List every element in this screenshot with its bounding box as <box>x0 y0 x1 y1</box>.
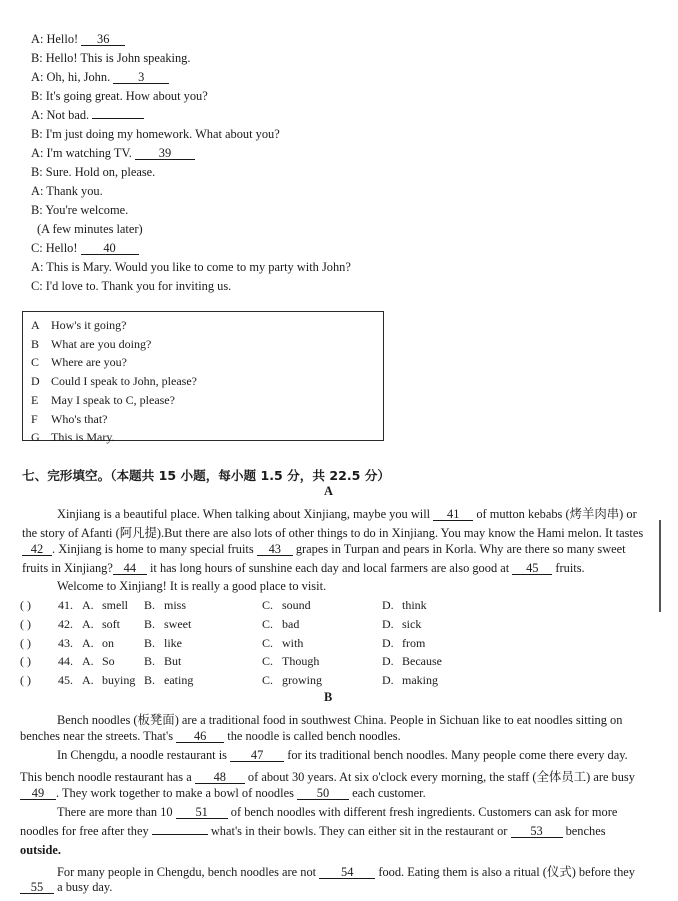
option-text: This is Mary. <box>51 430 115 445</box>
dialogue-blank[interactable]: 40 <box>81 242 139 255</box>
dialogue-text: B: Sure. Hold on, please. <box>31 165 156 179</box>
blank-55[interactable]: 55 <box>20 881 54 894</box>
option-text: May I speak to C, please? <box>51 392 175 407</box>
choice-d[interactable]: making <box>402 673 438 688</box>
dialogue-text: C: Hello! <box>31 241 81 255</box>
passage-a-text: Welcome to Xinjiang! It is really a good place to visit. <box>57 579 327 593</box>
dialogue-text: B: It's going great. How about you? <box>31 89 208 103</box>
passage-b-line <box>57 805 617 820</box>
answer-parens[interactable]: ( ) <box>20 598 31 612</box>
choice-label-b: B. <box>144 635 156 650</box>
choice-label-d: D. <box>382 616 394 631</box>
dialogue-text: A: This is Mary. Would you like to come to my party with John? <box>31 260 351 274</box>
passage-b-line <box>20 843 61 858</box>
margin-line <box>659 520 661 612</box>
passage-b-line <box>20 729 401 744</box>
choice-label-c: C. <box>262 673 274 688</box>
passage-b-line <box>20 786 426 801</box>
question-row <box>20 636 580 651</box>
choice-c[interactable]: bad <box>282 616 300 631</box>
choice-label-b: B. <box>144 598 156 612</box>
dialogue-line <box>37 222 143 236</box>
blank-41[interactable]: 41 <box>433 508 473 521</box>
choice-label-d: D. <box>382 654 394 669</box>
passage-a-line <box>22 523 643 541</box>
passage-b-text: For many people in Chengdu, bench noodles are not <box>57 865 320 879</box>
passage-b-line <box>20 767 635 785</box>
options-box <box>22 311 384 445</box>
option-item <box>31 374 197 389</box>
option-item <box>31 412 107 427</box>
section-title: 七、完形填空。（本题共 15 小题，每小题 1.5 分，共 22.5 分） <box>22 468 390 483</box>
dialogue-line <box>31 260 351 274</box>
question-number: 42. <box>58 616 73 631</box>
choice-label-b: B. <box>144 673 156 688</box>
choice-label-d: D. <box>382 635 394 650</box>
question-row <box>20 673 580 688</box>
dialogue-blank[interactable] <box>92 118 144 119</box>
choice-label-b: B. <box>144 654 156 669</box>
passage-b-text: In Chengdu, a noodle restaurant is <box>57 748 231 762</box>
answer-parens[interactable]: ( ) <box>20 673 31 688</box>
passage-b-text: of about 30 years. At six o'clock every morning, the staff (全体员工) are busy <box>244 770 635 784</box>
dialogue-line <box>31 127 280 141</box>
dialogue-line <box>31 51 190 65</box>
passage-b-text: for its traditional bench noodles. Many people come there every day. <box>284 748 628 762</box>
choice-b[interactable]: like <box>164 635 182 650</box>
choice-label-c: C. <box>262 635 274 650</box>
answer-parens[interactable]: ( ) <box>20 635 31 650</box>
blank-44[interactable]: 44 <box>113 562 147 575</box>
question-number: 41. <box>58 598 73 612</box>
choice-d[interactable]: sick <box>402 616 422 631</box>
choice-label-a: A. <box>82 598 94 612</box>
part-b-heading: B <box>324 690 333 704</box>
passage-a-text: fruits. <box>552 561 585 575</box>
passage-a-text: it has long hours of sunshine each day and local farmers are also good at <box>146 561 513 575</box>
passage-b-text: each customer. <box>349 786 426 800</box>
dialogue-text: B: Hello! This is John speaking. <box>31 51 191 65</box>
dialogue-blank[interactable]: 36 <box>81 33 125 46</box>
choice-c[interactable]: with <box>282 635 304 650</box>
passage-a-text: of mutton kebabs (烤羊肉串) or <box>473 507 637 521</box>
answer-parens[interactable]: ( ) <box>20 654 31 669</box>
choice-a[interactable]: soft <box>102 616 120 631</box>
choice-c[interactable]: sound <box>282 598 311 612</box>
choice-a[interactable]: buying <box>102 673 136 688</box>
blank-49[interactable]: 49 <box>20 787 56 800</box>
option-text: Who's that? <box>51 411 108 426</box>
passage-b-text: a busy day. <box>54 880 113 894</box>
option-item <box>31 337 151 352</box>
blank-47[interactable]: 47 <box>230 749 284 762</box>
passage-b-line <box>57 862 635 880</box>
dialogue-text: B: I'm just doing my homework. What about you? <box>31 127 280 141</box>
choice-label-d: D. <box>382 673 394 688</box>
option-text: What are you doing? <box>51 336 152 351</box>
blank-50[interactable]: 50 <box>297 787 349 800</box>
option-item <box>31 393 175 408</box>
option-key: F <box>31 411 38 426</box>
choice-c[interactable]: growing <box>282 673 322 688</box>
passage-b-text: benches <box>562 824 606 838</box>
passage-a-text: the story of Afanti (阿凡提).But there are also lots of other things to do in Xinjiang. You may know the Hami melon. It tastes <box>22 526 644 540</box>
choice-label-a: A. <box>82 654 94 669</box>
question-number: 43. <box>58 635 73 650</box>
dialogue-line <box>31 146 195 160</box>
choice-label-c: C. <box>262 616 274 631</box>
choice-a[interactable]: smell <box>102 598 128 612</box>
dialogue-text: A: Thank you. <box>31 184 103 198</box>
choice-b[interactable]: sweet <box>164 616 192 631</box>
passage-b-text: of bench noodles with different fresh ingredients. Customers can ask for more <box>227 805 618 819</box>
dialogue-line <box>31 32 125 46</box>
choice-label-a: A. <box>82 635 94 650</box>
dialogue-line <box>31 70 169 84</box>
passage-b-text: noodles for free after they <box>20 824 152 838</box>
dialogue-text: A: Oh, hi, John. <box>31 70 114 84</box>
dialogue-blank[interactable]: 39 <box>135 147 195 160</box>
blank-48[interactable]: 48 <box>195 771 245 784</box>
choice-label-d: D. <box>382 598 394 612</box>
choice-label-c: C. <box>262 598 274 612</box>
choice-label-b: B. <box>144 616 156 631</box>
choice-b[interactable]: But <box>164 654 182 669</box>
answer-parens[interactable]: ( ) <box>20 616 31 631</box>
option-key: E <box>31 392 39 407</box>
passage-b-text: food. Eating them is also a ritual (仪式) before they <box>375 865 636 879</box>
choice-d[interactable]: think <box>402 598 427 612</box>
choice-b[interactable]: miss <box>164 598 187 612</box>
passage-b-text: outside. <box>20 843 61 857</box>
choice-label-a: A. <box>82 673 94 688</box>
passage-b-text: benches near the streets. That's <box>20 729 177 743</box>
passage-b-text: the noodle is called bench noodles. <box>224 729 401 743</box>
passage-b-line <box>20 880 112 895</box>
part-a-heading: A <box>324 484 333 498</box>
passage-a-text: grapes in Turpan and pears in Korla. Why are there so many sweet <box>292 542 626 556</box>
blank-46[interactable]: 46 <box>176 730 224 743</box>
passage-b-text: This bench noodle restaurant has a <box>20 770 195 784</box>
dialogue-line <box>31 89 208 103</box>
dialogue-line <box>31 108 144 122</box>
option-text: How's it going? <box>51 318 127 332</box>
choice-b[interactable]: eating <box>164 673 194 688</box>
passage-b-line <box>20 824 606 839</box>
passage-b-text: . They work together to make a bowl of noodles <box>56 786 297 800</box>
passage-a-line <box>57 579 326 594</box>
option-key: B <box>31 336 40 351</box>
dialogue-text: A: Hello! <box>31 32 82 46</box>
passage-b-text: Bench noodles (板凳面) are a traditional food in southwest China. People in Sichuan like to eat noodles sitting on <box>57 713 623 727</box>
blank-45[interactable]: 45 <box>512 562 552 575</box>
passage-a-line <box>22 561 585 576</box>
dialogue-line <box>31 184 103 198</box>
passage-a-text: fruits in Xinjiang? <box>22 561 113 575</box>
passage-b-text: There are more than 10 <box>57 805 176 819</box>
option-key: C <box>31 355 40 370</box>
question-row <box>20 654 580 669</box>
blank-53[interactable]: 53 <box>511 825 563 838</box>
blank-42[interactable]: 42 <box>22 543 52 556</box>
dialogue-line <box>31 279 231 293</box>
option-key: D <box>31 374 40 389</box>
option-item <box>31 430 115 445</box>
dialogue-text: C: I'd love to. Thank you for inviting us. <box>31 279 232 293</box>
passage-a-line <box>22 542 626 557</box>
dialogue-text: B: You're welcome. <box>31 203 129 217</box>
dialogue-line <box>31 241 139 255</box>
dialogue-text: (A few minutes later) <box>37 222 143 236</box>
option-text: Could I speak to John, please? <box>51 374 197 389</box>
passage-b-line <box>57 748 628 763</box>
choice-c[interactable]: Though <box>282 654 320 669</box>
passage-a-text: . Xinjiang is home to many special fruits <box>52 542 257 556</box>
option-key: A <box>31 318 40 332</box>
dialogue-text: A: I'm watching TV. <box>31 146 135 160</box>
dialogue-line <box>31 165 155 179</box>
question-number: 44. <box>58 654 73 669</box>
choice-label-c: C. <box>262 654 274 669</box>
choice-d[interactable]: from <box>402 635 426 650</box>
choice-label-a: A. <box>82 616 94 631</box>
blank-51[interactable]: 51 <box>176 806 228 819</box>
option-item <box>31 355 127 370</box>
option-text: Where are you? <box>51 355 127 370</box>
question-row <box>20 598 580 613</box>
blank-43[interactable]: 43 <box>257 543 293 556</box>
choice-d[interactable]: Because <box>402 654 442 669</box>
passage-b-text: what's in their bowls. They can either sit in the restaurant or <box>207 824 511 838</box>
dialogue-text: A: Not bad. <box>31 108 93 122</box>
option-key: G <box>31 430 40 445</box>
dialogue-line <box>31 203 128 217</box>
question-row <box>20 617 580 632</box>
passage-a-text: Xinjiang is a beautiful place. When talking about Xinjiang, maybe you will <box>57 507 434 521</box>
option-item <box>31 318 127 333</box>
passage-b-line <box>57 710 622 728</box>
blank-54[interactable]: 54 <box>319 866 375 879</box>
dialogue-blank[interactable]: 3 <box>113 71 169 84</box>
choice-a[interactable]: on <box>102 635 114 650</box>
passage-a-line <box>57 504 637 522</box>
question-number: 45. <box>58 673 73 688</box>
blank-52[interactable] <box>152 834 208 835</box>
choice-a[interactable]: So <box>102 654 115 669</box>
